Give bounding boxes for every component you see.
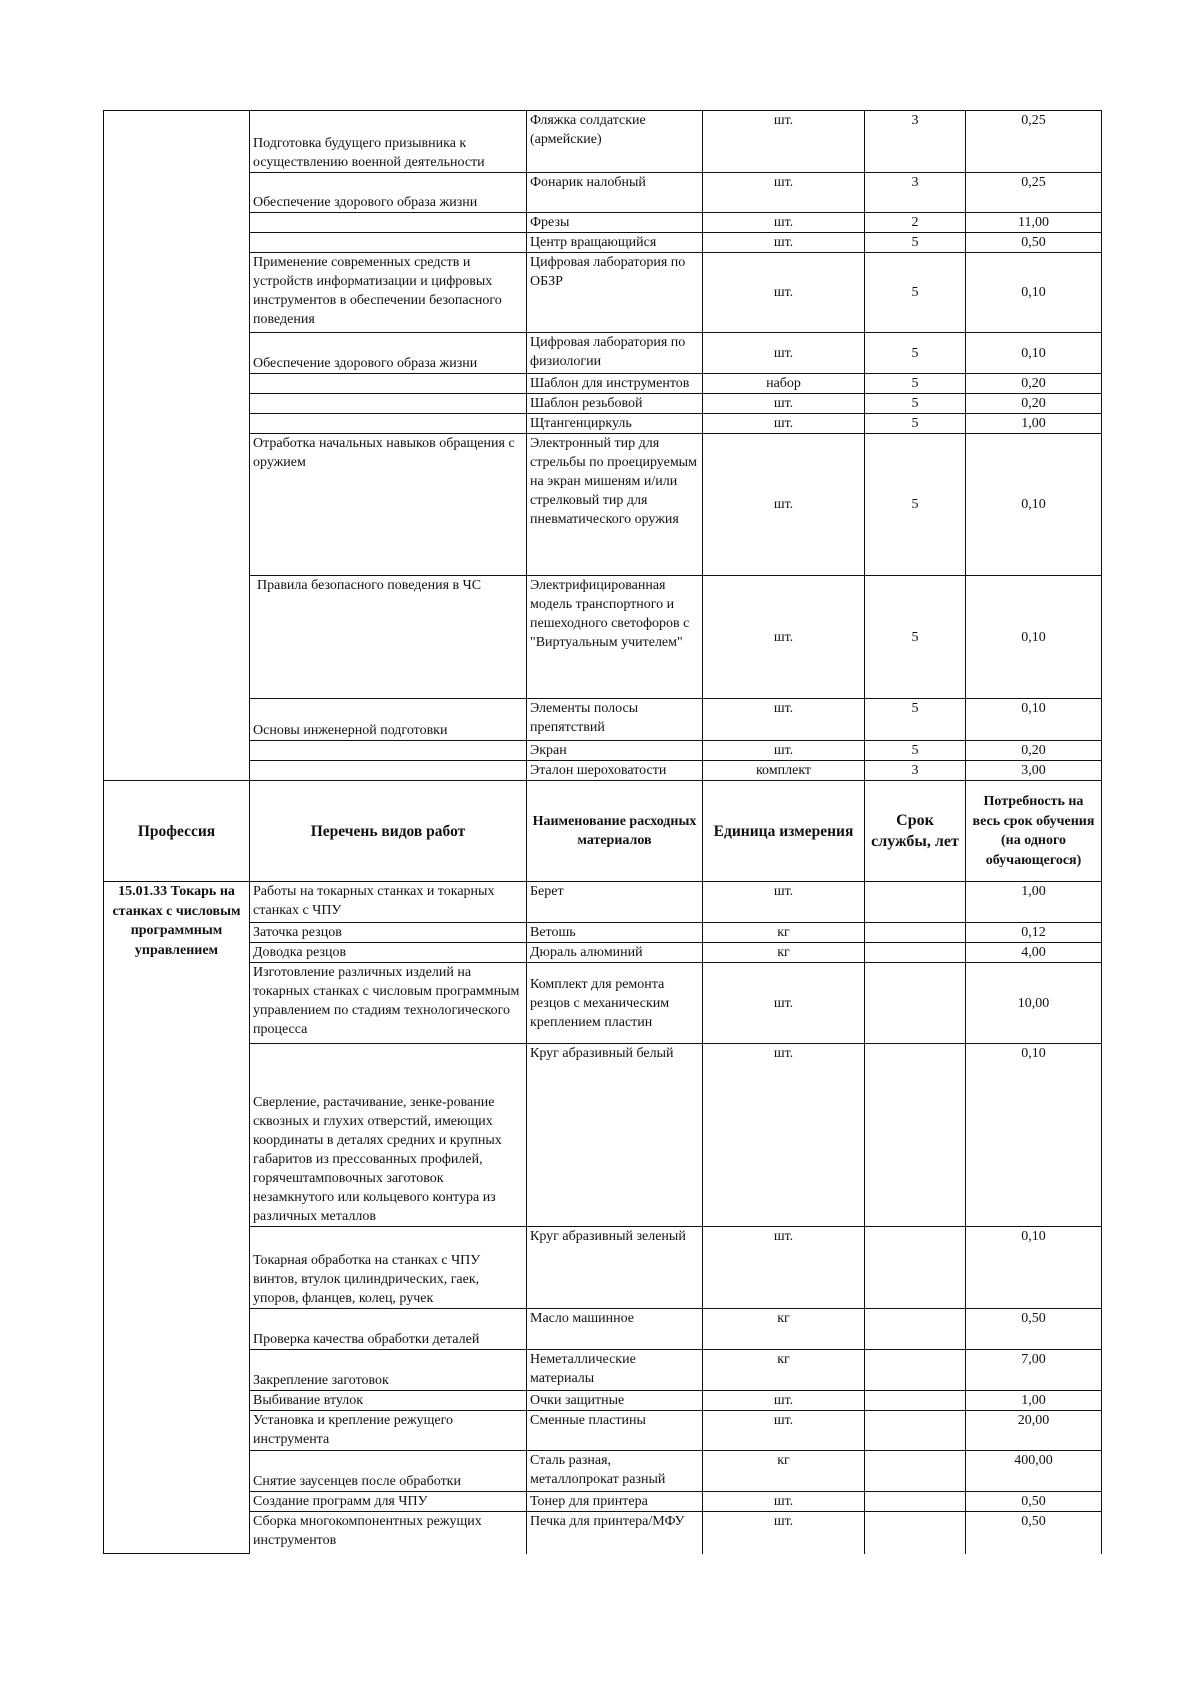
table-row xyxy=(104,173,1102,213)
term-cell xyxy=(865,963,966,1044)
material-cell: Центр вращающийся xyxy=(527,233,703,253)
table-row xyxy=(104,253,1102,333)
term-cell: 5 xyxy=(865,374,966,394)
material-cell: Дюраль алюминий xyxy=(527,943,703,963)
need-cell: 0,50 xyxy=(966,1492,1102,1512)
material-cell: Ветошь xyxy=(527,923,703,943)
need-cell: 0,10 xyxy=(966,333,1102,374)
work-cell: Работы на токарных станках и токарных станках с ЧПУ xyxy=(250,882,527,923)
table-row xyxy=(104,761,1102,781)
material-cell: Тонер для принтера xyxy=(527,1492,703,1512)
work-cell: Обеспечение здорового образа жизни xyxy=(250,333,527,374)
need-cell: 0,10 xyxy=(966,699,1102,741)
unit-cell: шт. xyxy=(703,434,865,576)
unit-cell: шт. xyxy=(703,882,865,923)
work-cell: Доводка резцов xyxy=(250,943,527,963)
header-material: Наименование расходных материалов xyxy=(527,781,703,882)
unit-cell: кг xyxy=(703,943,865,963)
table-row xyxy=(104,213,1102,233)
table-row xyxy=(104,882,1102,923)
unit-cell: шт. xyxy=(703,213,865,233)
table-row xyxy=(104,374,1102,394)
unit-cell: кг xyxy=(703,923,865,943)
term-cell: 5 xyxy=(865,394,966,414)
material-cell: Шаблон для инструментов xyxy=(527,374,703,394)
material-cell: Экран xyxy=(527,741,703,761)
material-cell: Круг абразивный зеленый xyxy=(527,1227,703,1309)
table-row xyxy=(104,333,1102,374)
work-cell xyxy=(250,233,527,253)
term-cell xyxy=(865,1309,966,1350)
unit-cell: шт. xyxy=(703,1411,865,1451)
work-cell: Сверление, растачивание, зенке-рование сквозных и глухих отверстий, имеющих координаты в деталях средних и крупных габаритов из прессованных профилей, горячештамповочных заготовок незамкнутого или кольцевого контура из различных металлов xyxy=(250,1044,527,1227)
material-cell: Масло машинное xyxy=(527,1309,703,1350)
material-cell: Эталон шероховатости xyxy=(527,761,703,781)
need-cell: 0,50 xyxy=(966,233,1102,253)
work-cell: Создание программ для ЧПУ xyxy=(250,1492,527,1512)
material-cell: Фляжка солдатские (армейские) xyxy=(527,111,703,173)
need-cell: 0,10 xyxy=(966,576,1102,699)
term-cell xyxy=(865,1044,966,1227)
need-cell: 0,20 xyxy=(966,374,1102,394)
need-cell: 7,00 xyxy=(966,1350,1102,1391)
unit-cell: шт. xyxy=(703,576,865,699)
term-cell: 5 xyxy=(865,253,966,333)
unit-cell: шт. xyxy=(703,1512,865,1554)
work-cell: Основы инженерной подготовки xyxy=(250,699,527,741)
term-cell xyxy=(865,1451,966,1492)
work-cell xyxy=(250,761,527,781)
need-cell: 0,50 xyxy=(966,1309,1102,1350)
material-cell: Цифровая лаборатория по ОБЗР xyxy=(527,253,703,333)
need-cell: 0,25 xyxy=(966,111,1102,173)
term-cell: 5 xyxy=(865,741,966,761)
table-row xyxy=(104,1411,1102,1451)
unit-cell: шт. xyxy=(703,1044,865,1227)
table-row xyxy=(104,1492,1102,1512)
unit-cell: шт. xyxy=(703,233,865,253)
work-cell: Изготовление различных изделий на токарных станках с числовым программным управлением по стадиям технологического процесса xyxy=(250,963,527,1044)
work-cell: Токарная обработка на станках с ЧПУ винтов, втулок цилиндрических, гаек, упоров, фланцев, колец, ручек xyxy=(250,1227,527,1309)
term-cell: 5 xyxy=(865,414,966,434)
term-cell: 5 xyxy=(865,434,966,576)
unit-cell: шт. xyxy=(703,333,865,374)
term-cell xyxy=(865,1512,966,1554)
need-cell: 1,00 xyxy=(966,1391,1102,1411)
need-cell: 0,50 xyxy=(966,1512,1102,1554)
table-row xyxy=(104,1350,1102,1391)
header-term: Срок службы, лет xyxy=(865,781,966,882)
material-cell: Щтангенциркуль xyxy=(527,414,703,434)
unit-cell: шт. xyxy=(703,111,865,173)
need-cell: 4,00 xyxy=(966,943,1102,963)
unit-cell: шт. xyxy=(703,963,865,1044)
need-cell: 0,25 xyxy=(966,173,1102,213)
header-works: Перечень видов работ xyxy=(250,781,527,882)
work-cell: Отработка начальных навыков обращения с оружием xyxy=(250,434,527,576)
unit-cell: комплект xyxy=(703,761,865,781)
table-row xyxy=(104,1044,1102,1227)
term-cell xyxy=(865,882,966,923)
need-cell: 400,00 xyxy=(966,1451,1102,1492)
term-cell xyxy=(865,1492,966,1512)
work-cell: Закрепление заготовок xyxy=(250,1350,527,1391)
work-cell: Проверка качества обработки деталей xyxy=(250,1309,527,1350)
material-cell: Фрезы xyxy=(527,213,703,233)
material-cell: Очки защитные xyxy=(527,1391,703,1411)
header-need: Потребность на весь срок обучения (на одного обучающегося) xyxy=(966,781,1102,882)
term-cell: 5 xyxy=(865,333,966,374)
need-cell: 1,00 xyxy=(966,882,1102,923)
need-cell: 0,10 xyxy=(966,253,1102,333)
table-row xyxy=(104,414,1102,434)
unit-cell: шт. xyxy=(703,394,865,414)
need-cell: 0,10 xyxy=(966,434,1102,576)
table-row xyxy=(104,576,1102,699)
table-row xyxy=(104,1227,1102,1309)
term-cell: 3 xyxy=(865,761,966,781)
material-cell: Круг абразивный белый xyxy=(527,1044,703,1227)
term-cell: 5 xyxy=(865,233,966,253)
term-cell xyxy=(865,1411,966,1451)
material-cell: Цифровая лаборатория по физиологии xyxy=(527,333,703,374)
material-cell: Шаблон резьбовой xyxy=(527,394,703,414)
need-cell: 0,12 xyxy=(966,923,1102,943)
term-cell xyxy=(865,1227,966,1309)
work-cell: Подготовка будущего призывника к осуществлению военной деятельности xyxy=(250,111,527,173)
unit-cell: шт. xyxy=(703,173,865,213)
work-cell: Заточка резцов xyxy=(250,923,527,943)
need-cell: 0,20 xyxy=(966,741,1102,761)
material-cell: Электрифицированная модель транспортного и пешеходного светофоров с "Виртуальным учителем" xyxy=(527,576,703,699)
term-cell xyxy=(865,1350,966,1391)
material-cell: Электронный тир для стрельбы по проецируемым на экран мишеням и/или стрелковый тир для пневматического оружия xyxy=(527,434,703,576)
term-cell: 5 xyxy=(865,576,966,699)
unit-cell: шт. xyxy=(703,1492,865,1512)
need-cell: 0,10 xyxy=(966,1227,1102,1309)
unit-cell: кг xyxy=(703,1350,865,1391)
table-row xyxy=(104,741,1102,761)
table-row xyxy=(104,923,1102,943)
material-cell: Сменные пластины xyxy=(527,1411,703,1451)
header-unit: Единица измерения xyxy=(703,781,865,882)
table-row xyxy=(104,943,1102,963)
work-cell: Сборка многокомпонентных режущих инструментов xyxy=(250,1512,527,1554)
term-cell: 3 xyxy=(865,173,966,213)
need-cell: 3,00 xyxy=(966,761,1102,781)
table-row xyxy=(104,1512,1102,1554)
work-cell: Снятие заусенцев после обработки xyxy=(250,1451,527,1492)
need-cell: 0,20 xyxy=(966,394,1102,414)
material-cell: Фонарик налобный xyxy=(527,173,703,213)
profession-cell: 15.01.33 Токарь на станках с числовым программным управлением xyxy=(104,882,250,1554)
work-cell xyxy=(250,374,527,394)
term-cell xyxy=(865,943,966,963)
work-cell xyxy=(250,394,527,414)
materials-table xyxy=(103,110,1102,1554)
need-cell: 20,00 xyxy=(966,1411,1102,1451)
term-cell: 5 xyxy=(865,699,966,741)
table-row xyxy=(104,233,1102,253)
unit-cell: набор xyxy=(703,374,865,394)
term-cell xyxy=(865,1391,966,1411)
table-row xyxy=(104,699,1102,741)
profession-cell xyxy=(104,111,250,781)
need-cell: 0,10 xyxy=(966,1044,1102,1227)
table-row xyxy=(104,1391,1102,1411)
need-cell: 10,00 xyxy=(966,963,1102,1044)
table-row xyxy=(104,394,1102,414)
work-cell xyxy=(250,414,527,434)
unit-cell: шт. xyxy=(703,1391,865,1411)
work-cell xyxy=(250,741,527,761)
unit-cell: шт. xyxy=(703,253,865,333)
table-row xyxy=(104,434,1102,576)
unit-cell: шт. xyxy=(703,1227,865,1309)
work-cell xyxy=(250,213,527,233)
table-row xyxy=(104,1309,1102,1350)
material-cell: Берет xyxy=(527,882,703,923)
work-cell: Выбивание втулок xyxy=(250,1391,527,1411)
need-cell: 11,00 xyxy=(966,213,1102,233)
work-cell: Установка и крепление режущего инструмента xyxy=(250,1411,527,1451)
table-row xyxy=(104,1451,1102,1492)
material-cell: Неметаллические материалы xyxy=(527,1350,703,1391)
work-cell: Применение современных средств и устройств информатизации и цифровых инструментов в обеспечении безопасного поведения xyxy=(250,253,527,333)
table-row xyxy=(104,111,1102,173)
material-cell: Сталь разная, металлопрокат разный xyxy=(527,1451,703,1492)
material-cell: Комплект для ремонта резцов с механическим креплением пластин xyxy=(527,963,703,1044)
material-cell: Элементы полосы препятствий xyxy=(527,699,703,741)
need-cell: 1,00 xyxy=(966,414,1102,434)
term-cell: 2 xyxy=(865,213,966,233)
header-profession: Профессия xyxy=(104,781,250,882)
unit-cell: кг xyxy=(703,1309,865,1350)
work-cell: Правила безопасного поведения в ЧС xyxy=(250,576,527,699)
unit-cell: кг xyxy=(703,1451,865,1492)
unit-cell: шт. xyxy=(703,414,865,434)
material-cell: Печка для принтера/МФУ xyxy=(527,1512,703,1554)
work-cell: Обеспечение здорового образа жизни xyxy=(250,173,527,213)
table-row xyxy=(104,963,1102,1044)
term-cell xyxy=(865,923,966,943)
unit-cell: шт. xyxy=(703,741,865,761)
unit-cell: шт. xyxy=(703,699,865,741)
term-cell: 3 xyxy=(865,111,966,173)
table-header-row xyxy=(104,781,1102,882)
